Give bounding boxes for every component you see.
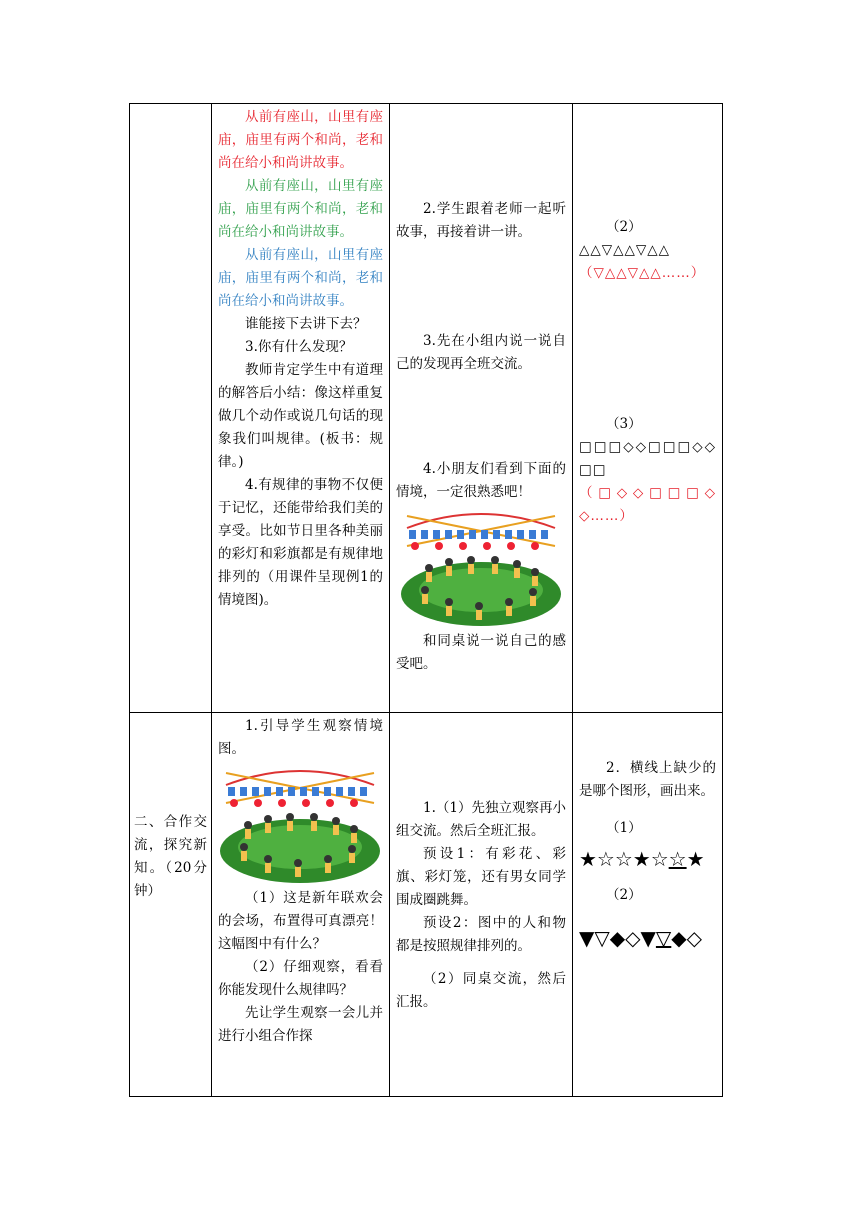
exercise-2-answer: （▽△△▽△△……） [579, 265, 706, 281]
story-green: 从前有座山，山里有座庙，庙里有两个和尚，老和尚在给小和尚讲故事。 [218, 178, 383, 240]
section-cell [130, 713, 212, 1097]
table-row [130, 713, 723, 1097]
story-red: 从前有座山，山里有座庙，庙里有两个和尚，老和尚在给小和尚讲故事。 [218, 109, 383, 171]
exercise-2-label: （2） [606, 219, 642, 235]
table-row [130, 104, 723, 713]
exercise-2-sequence [579, 925, 716, 951]
teacher-summary: 教师肯定学生中有道理的解答后小结：像这样重复做几个动作或说几句话的现象我们叫规律。(板书：规律。) [218, 362, 383, 470]
festival-scene-image [399, 506, 564, 628]
student-step-1b: （2）同桌交流，然后汇报。 [396, 971, 566, 1010]
blank-answer: ☆ [668, 847, 687, 871]
teacher-step-1: 1.引导学生观察情境图。 [218, 718, 383, 757]
teacher-activity-cell [212, 713, 390, 1097]
student-step-1: 1.（1）先独立观察再小组交流。然后全班汇报。 [396, 800, 566, 839]
student-feeling: 和同桌说一说自己的感受吧。 [396, 633, 566, 672]
teacher-point-4: 4.有规律的事物不仅便于记忆，还能带给我们美的享受。比如节日里各种美丽的彩灯和彩旗都是有规律地排列的（用课件呈现例1的情境图)。 [218, 477, 383, 608]
festival-scene-image [218, 763, 383, 885]
question-3: 3.你有什么发现？ [245, 339, 353, 355]
student-activity-cell [390, 104, 573, 713]
exercise-3-label: （3） [606, 416, 642, 432]
section-cell [130, 104, 212, 713]
story-blue: 从前有座山，山里有座庙，庙里有两个和尚，老和尚在给小和尚讲故事。 [218, 247, 383, 309]
student-step-2: 2.学生跟着老师一起听故事，再接着讲一讲。 [396, 201, 566, 240]
preset-2: 预设2：图中的人和物都是按照规律排列的。 [396, 915, 566, 954]
star-tail: ★ [686, 847, 705, 871]
student-activity-cell [390, 713, 573, 1097]
exercise-title: 2．横线上缺少的是哪个图形，画出来。 [579, 760, 716, 799]
exercise-3-shapes: □□□◇◇□□□◇◇□□ [579, 439, 716, 478]
shape-tail: ◆◇ [671, 926, 703, 950]
teacher-step-1b: （2）仔细观察，看看你能发现什么规律吗？ [218, 959, 383, 998]
exercise-cell [573, 713, 723, 1097]
student-step-3: 3.先在小组内说一说自己的发现再全班交流。 [396, 333, 566, 372]
exercise-3-answer: （□◇◇□□□◇◇……） [579, 485, 716, 524]
teacher-activity-cell [212, 104, 390, 713]
exercise-2-shapes: △△▽△△▽△△ [579, 242, 671, 258]
star-sequence: ★☆☆★☆ [579, 847, 669, 871]
section-title: 二、合作交流，探究新知。（20分钟） [134, 814, 207, 899]
shape-sequence: ▼▽◆◇▼ [579, 926, 656, 950]
exercise-cell [573, 104, 723, 713]
teacher-step-1c: 先让学生观察一会儿并进行小组合作探 [218, 1005, 383, 1044]
exercise-2-label: （2） [606, 887, 642, 903]
who-continue: 谁能接下去讲下去？ [245, 316, 367, 332]
blank-answer: ▽ [655, 926, 672, 950]
exercise-1-sequence [579, 846, 716, 872]
exercise-1-label: （1） [606, 820, 642, 836]
student-step-4: 4.小朋友们看到下面的情境，一定很熟悉吧！ [396, 461, 566, 500]
lesson-plan-table [129, 103, 723, 1097]
preset-1: 预设1：有彩花、彩旗、彩灯笼，还有男女同学围成圈跳舞。 [396, 846, 566, 908]
teacher-step-1a: （1）这是新年联欢会的会场，布置得可真漂亮！这幅图中有什么？ [218, 890, 383, 952]
